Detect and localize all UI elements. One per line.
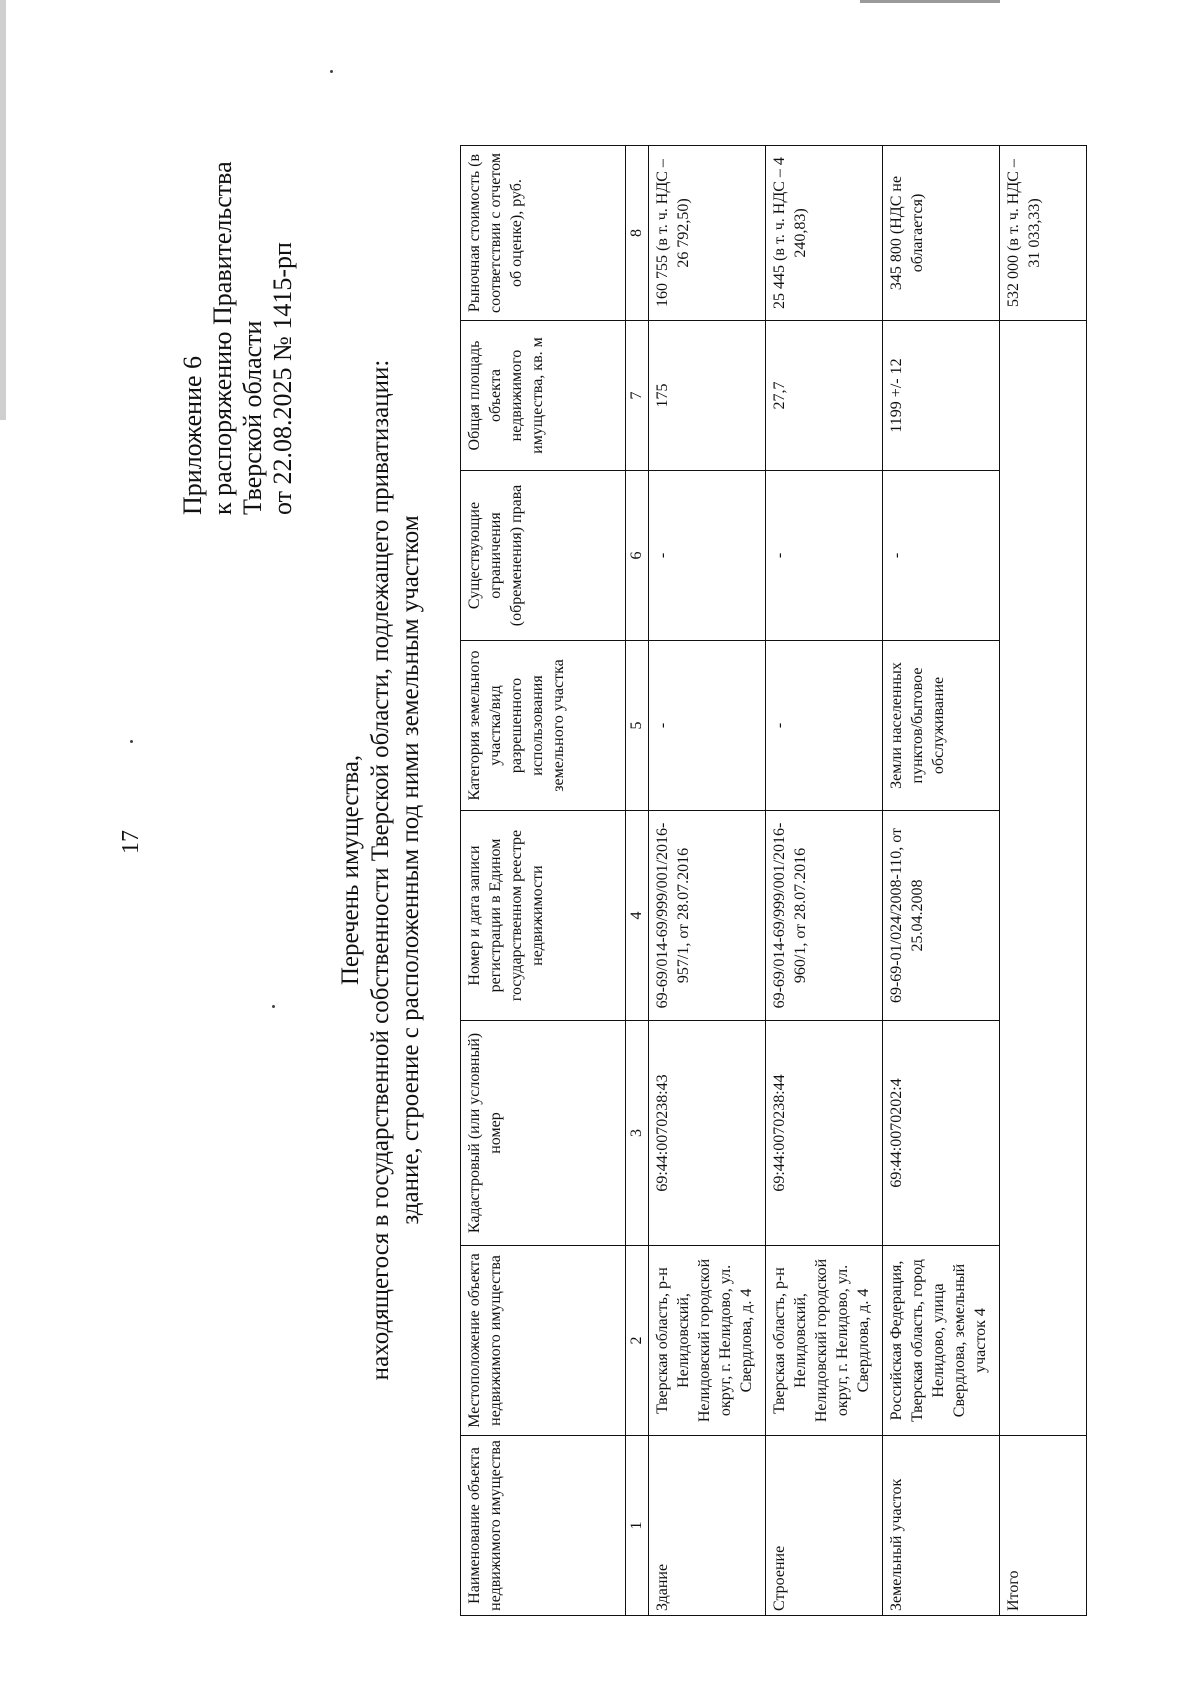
header-cell: Наименование объекта недвижимого имущества [461, 1436, 626, 1616]
header-cell: Номер и дата записи регистрации в Едином государственном реестре недвижимости [461, 811, 626, 1021]
cell-land-category: Земли населенных пунктов/бытовое обслуживание [883, 641, 1000, 811]
column-number: 7 [626, 321, 649, 471]
header-cell: Кадастровый (или условный) номер [461, 1021, 626, 1246]
table-row [649, 146, 766, 1616]
total-spacer [1000, 321, 1087, 1436]
cell-area: 175 [649, 321, 766, 471]
cell-restrictions: - [883, 471, 1000, 641]
total-value: 532 000 (в т. ч. НДС – 31 033,33) [1000, 146, 1087, 321]
cell-restrictions: - [649, 471, 766, 641]
appendix-line: Приложение 6 [178, 355, 207, 515]
title-line: Перечень имущества, [337, 754, 364, 986]
appendix-line: Тверской области [238, 320, 267, 515]
table-row [766, 146, 883, 1616]
cell-name: Строение [766, 1436, 883, 1616]
cell-value: 345 800 (НДС не облагается) [883, 146, 1000, 321]
appendix-line: от 22.08.2025 № 1415-рп [268, 242, 297, 515]
header-cell: Местоположение объекта недвижимого имущества [461, 1246, 626, 1436]
cell-location: Российская Федерация, Тверская область, город Нелидово, улица Свердлова, земельный участок 4 [883, 1246, 1000, 1436]
table-row [883, 146, 1000, 1616]
cell-area: 1199 +/- 12 [883, 321, 1000, 471]
document-title [336, 200, 426, 1540]
total-label: Итого [1000, 1436, 1087, 1616]
column-number: 8 [626, 146, 649, 321]
cell-cadastral: 69:44:0070238:43 [649, 1021, 766, 1246]
column-number-row [626, 146, 649, 1616]
appendix-line: к распоряжению Правительства [208, 161, 237, 515]
cell-land-category: - [649, 641, 766, 811]
cell-land-category: - [766, 641, 883, 811]
column-number: 6 [626, 471, 649, 641]
header-cell: Категория земельного участка/вид разрешенного использования земельного участка [461, 641, 626, 811]
column-number: 3 [626, 1021, 649, 1246]
appendix-block [178, 15, 298, 515]
header-cell: Общая площадь объекта недвижимого имущества, кв. м [461, 321, 626, 471]
cell-registration: 69-69-01/024/2008-110, от 25.04.2008 [883, 811, 1000, 1021]
header-cell: Существующие ограничения (обременения) права [461, 471, 626, 641]
header-row [461, 146, 626, 1616]
cell-name: Земельный участок [883, 1436, 1000, 1616]
column-number: 4 [626, 811, 649, 1021]
cell-registration: 69-69/014-69/999/001/2016-960/1, от 28.07.2016 [766, 811, 883, 1021]
title-line: здание, строение с расположенным под ними земельным участком [397, 515, 424, 1225]
column-number: 1 [626, 1436, 649, 1616]
cell-value: 160 755 (в т. ч. НДС – 26 792,50) [649, 146, 766, 321]
cell-restrictions: - [766, 471, 883, 641]
cell-location: Тверская область, р-н Нелидовский, Нелидовский городской округ, г. Нелидово, ул. Свердлова, д. 4 [649, 1246, 766, 1436]
cell-location: Тверская область, р-н Нелидовский, Нелидовский городской округ, г. Нелидово, ул. Свердлова, д. 4 [766, 1246, 883, 1436]
property-table [460, 145, 1087, 1616]
page-number: 17 [118, 830, 144, 854]
cell-cadastral: 69:44:0070238:44 [766, 1021, 883, 1246]
cell-registration: 69-69/014-69/999/001/2016-957/1, от 28.07.2016 [649, 811, 766, 1021]
column-number: 5 [626, 641, 649, 811]
cell-cadastral: 69:44:0070202:4 [883, 1021, 1000, 1246]
column-number: 2 [626, 1246, 649, 1436]
header-cell: Рыночная стоимость (в соответствии с отчетом об оценке), руб. [461, 146, 626, 321]
title-line: находящегося в государственной собственности Тверской области, подлежащего приватизации: [367, 359, 394, 1381]
cell-area: 27,7 [766, 321, 883, 471]
cell-value: 25 445 (в т. ч. НДС – 4 240,83) [766, 146, 883, 321]
total-row [1000, 146, 1087, 1616]
cell-name: Здание [649, 1436, 766, 1616]
